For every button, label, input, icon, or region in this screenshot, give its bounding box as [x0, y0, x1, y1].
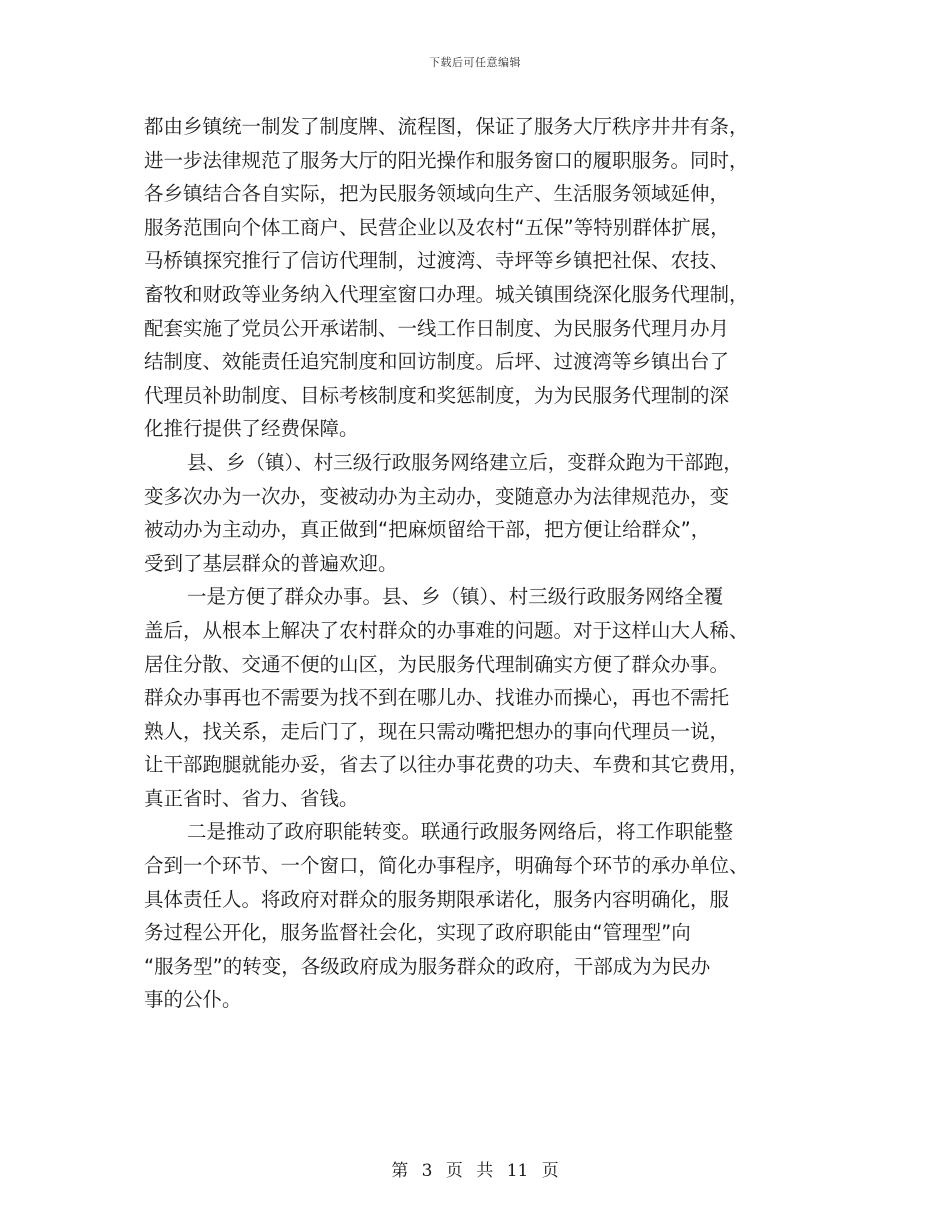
- text-line: 让干部跑腿就能办妥，省去了以往办事花费的功夫、车费和其它费用，: [144, 753, 749, 777]
- text-line: 各乡镇结合各自实际，把为民服务领域向生产、生活服务领域延伸，: [144, 182, 730, 206]
- text-line: 真正省时、省力、省钱。: [144, 786, 359, 810]
- text-line: 变多次办为一次办，变被动办为主动办，变随意办为法律规范办，变: [144, 484, 730, 508]
- text-line: 务过程公开化，服务监督社会化，实现了政府职能由“管理型”向: [144, 921, 691, 945]
- text-line: 二是推动了政府职能转变。联通行政服务网络后，将工作职能整: [187, 820, 734, 844]
- text-line: 服务范围向个体工商户、民营企业以及农村“五保”等特别群体扩展，: [144, 215, 730, 239]
- text-line: “服务型”的转变，各级政府成为服务群众的政府，干部成为为民办: [144, 954, 711, 978]
- text-line: 配套实施了党员公开承诺制、一线工作日制度、为民服务代理月办月: [144, 316, 730, 340]
- text-line: 一是方便了群众办事。县、乡（镇）、村三级行政服务网络全覆: [187, 585, 724, 609]
- text-line: 合到一个环节、一个窗口，简化办事程序，明确每个环节的承办单位、: [144, 854, 749, 878]
- text-line: 受到了基层群众的普遍欢迎。: [144, 551, 398, 575]
- text-line: 盖后，从根本上解决了农村群众的办事难的问题。对于这样山大人稀、: [144, 618, 749, 642]
- text-line: 事的公仆。: [144, 988, 242, 1012]
- text-line: 群众办事再也不需要为找不到在哪儿办、找谁办而操心，再也不需托: [144, 686, 730, 710]
- body-text: [144, 110, 804, 1017]
- text-line: 进一步法律规范了服务大厅的阳光操作和服务窗口的履职服务。同时，: [144, 148, 749, 172]
- text-line: 结制度、效能责任追究制度和回访制度。后坪、过渡湾等乡镇出台了: [144, 350, 730, 374]
- text-line: 代理员补助制度、目标考核制度和奖惩制度，为为民服务代理制的深: [144, 383, 730, 407]
- text-line: 熟人，找关系，走后门了，现在只需动嘴把想办的事向代理员一说，: [144, 719, 730, 743]
- text-line: 都由乡镇统一制发了制度牌、流程图，保证了服务大厅秩序井井有条，: [144, 115, 749, 138]
- text-line: 畜牧和财政等业务纳入代理室窗口办理。城关镇围绕深化服务代理制，: [144, 282, 749, 306]
- page-footer: 第 3 页 共 11 页: [391, 1161, 559, 1181]
- text-line: 被动办为主动办，真正做到“把麻烦留给干部，把方便让给群众”，: [144, 518, 711, 542]
- text-line: 马桥镇探究推行了信访代理制，过渡湾、寺坪等乡镇把社保、农技、: [144, 249, 730, 273]
- text-line: 居住分散、交通不便的山区，为民服务代理制确实方便了群众办事。: [144, 652, 730, 676]
- text-line: 化推行提供了经费保障。: [144, 417, 359, 441]
- page-header: 下载后可任意编辑: [429, 56, 521, 69]
- text-line: 具体责任人。将政府对群众的服务期限承诺化，服务内容明确化，服: [144, 887, 730, 911]
- text-line: 县、乡（镇）、村三级行政服务网络建立后，变群众跑为干部跑，: [187, 450, 743, 474]
